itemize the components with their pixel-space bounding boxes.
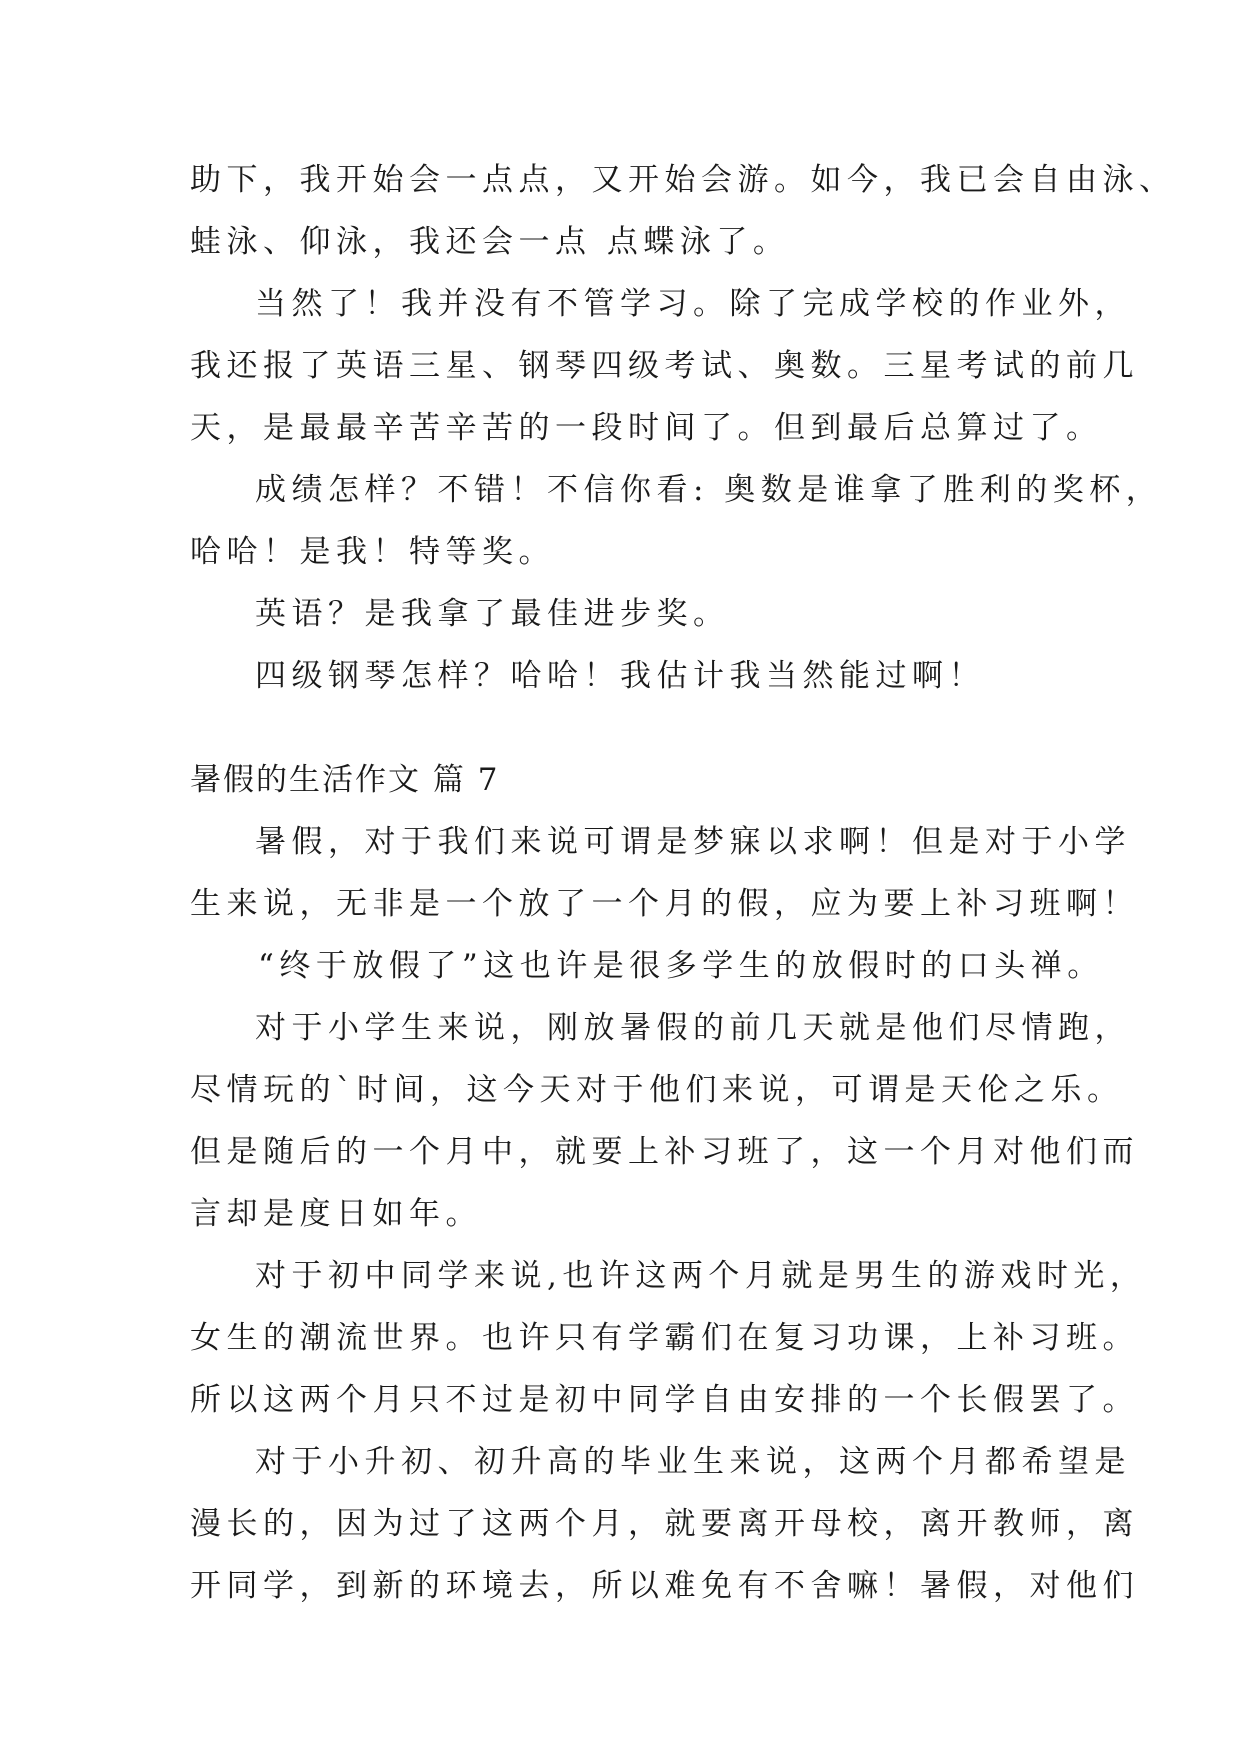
paragraph-start: 英语？是我拿了最佳进步奖。 [255,596,730,632]
text-line: 尽情玩的`时间，这今天对于他们来说，可谓是天伦之乐。 [190,1072,1124,1108]
text-line: 生来说，无非是一个放了一个月的假，应为要上补习班啊！ [190,886,1139,922]
text-line: 开同学，到新的环境去，所以难免有不舍嘛！暑假，对他们 [190,1568,1139,1604]
paragraph-start: 对于小升初、初升高的毕业生来说，这两个月都希望是 [255,1444,1131,1480]
text-line: 但是随后的一个月中，就要上补习班了，这一个月对他们而 [190,1134,1139,1170]
paragraph-start: 当然了！我并没有不管学习。除了完成学校的作业外， [255,286,1131,322]
paragraph-start: 暑假，对于我们来说可谓是梦寐以求啊！但是对于小学 [255,824,1131,860]
paragraph-start: 成绩怎样？不错！不信你看: 奥数是谁拿了胜利的奖杯， [255,472,1163,508]
section-heading: 暑假的生活作文 篇 7 [190,762,500,798]
text-line: 蛙泳、仰泳，我还会一点 点蝶泳了。 [190,224,790,260]
text-line: 哈哈！是我！特等奖。 [190,534,555,570]
text-line: 助下，我开始会一点点，又开始会游。如今，我已会自由泳、 [190,162,1176,198]
paragraph-start: 对于小学生来说，刚放暑假的前几天就是他们尽情跑， [255,1010,1131,1046]
paragraph-start: 四级钢琴怎样？哈哈！我估计我当然能过啊！ [255,658,985,694]
text-line: 漫长的，因为过了这两个月，就要离开母校，离开教师，离 [190,1506,1139,1542]
text-line: 所以这两个月只不过是初中同学自由安排的一个长假罢了。 [190,1382,1139,1418]
paragraph-start: “终于放假了”这也许是很多学生的放假时的口头禅。 [258,948,1104,984]
text-line: 言却是度日如年。 [190,1196,482,1232]
paragraph-start: 对于初中同学来说,也许这两个月就是男生的游戏时光， [255,1258,1147,1294]
text-line: 我还报了英语三星、钢琴四级考试、奥数。三星考试的前几 [190,348,1139,384]
text-line: 女生的潮流世界。也许只有学霸们在复习功课，上补习班。 [190,1320,1139,1356]
text-line: 天，是最最辛苦辛苦的一段时间了。但到最后总算过了。 [190,410,1103,446]
